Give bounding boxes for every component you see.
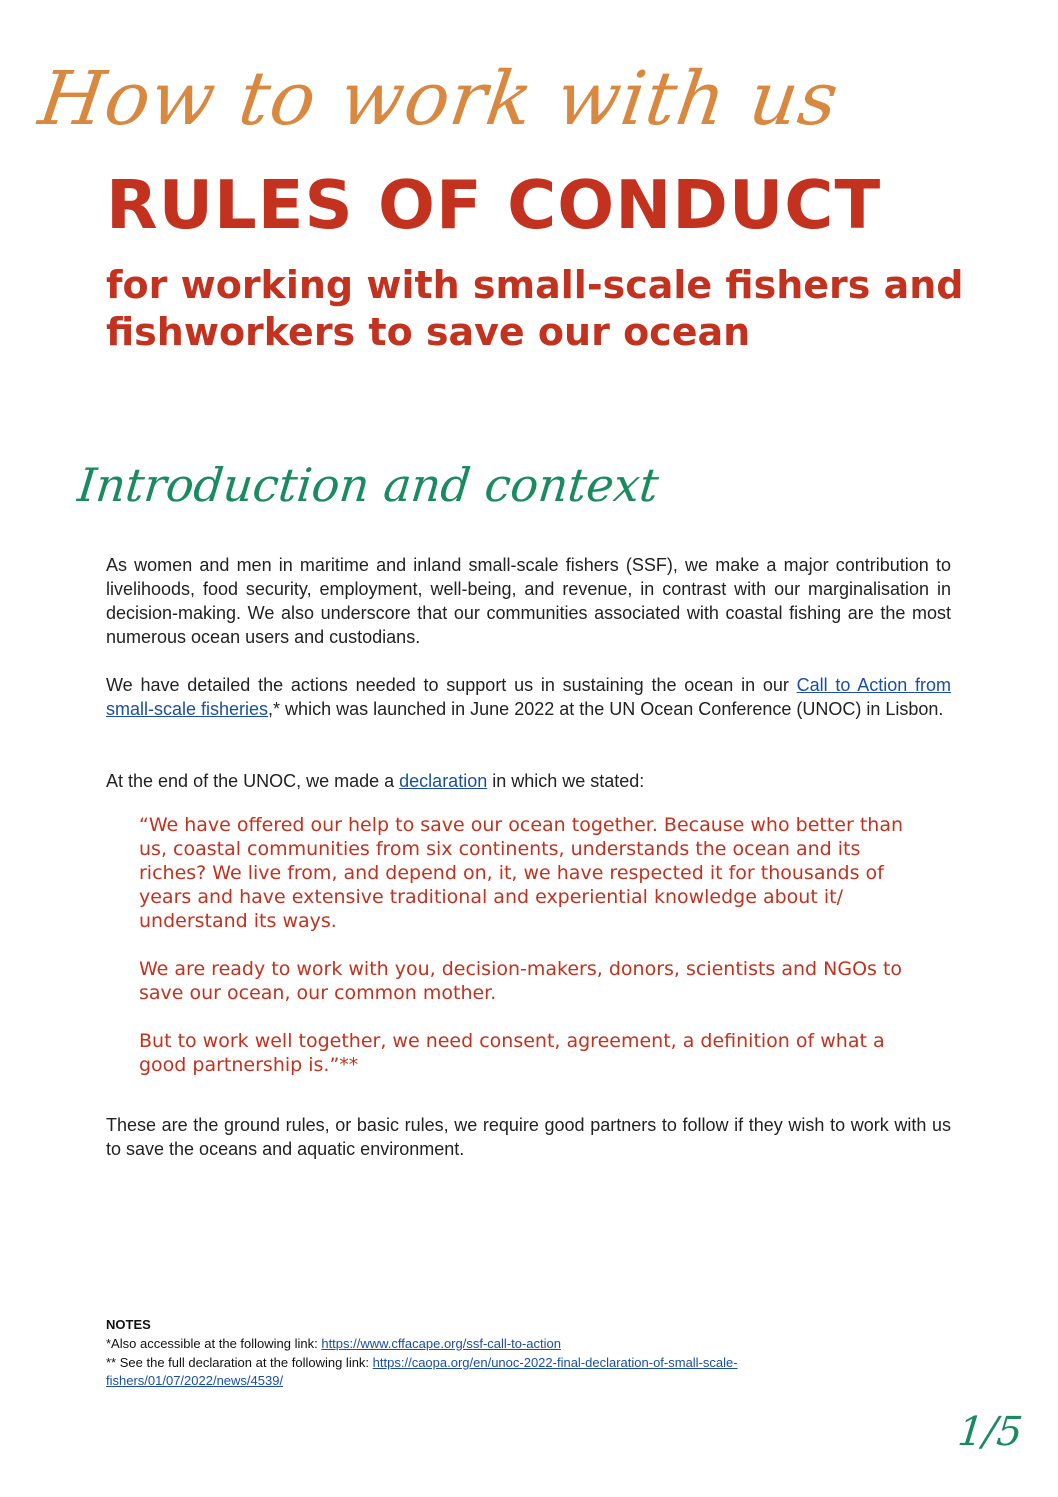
call-to-action-link[interactable]: Call to Action from small-scale fisheries	[106, 675, 952, 719]
script-title: How to work with us	[33, 56, 844, 142]
intro-paragraph-1: As women and men in maritime and inland small-scale fishers (SSF), we make a major contribution to livelihoods, food security, employment, well-being, and revenue, in contrast with our marginalisation in decision-making. We also underscore that our communities associated with coastal fishing are the most numerous ocean users and custodians.	[106, 555, 951, 647]
declaration-quote-1: “We have offered our help to save our ocean together. Because who better than us, coastal communities from six continents, understands the ocean and its riches? We live from, and depend on, it, we have respected it for thousands of years and have extensive traditional and experiential knowledge about it/ understand its ways.	[139, 814, 903, 932]
section-heading-introduction: Introduction and context	[75, 458, 662, 512]
note-1	[106, 1335, 866, 1353]
page-subtitle: for working with small-scale fishers and fishworkers to save our ocean	[106, 263, 964, 354]
declaration-quote-2: We are ready to work with you, decision-makers, donors, scientists and NGOs to save our ocean, our common mother.	[139, 958, 903, 1004]
declaration-link[interactable]: declaration	[399, 771, 488, 791]
intro-paragraph-3	[106, 769, 951, 793]
intro-paragraph-2-text-after: ,* which was launched in June 2022 at the UN Ocean Conference (UNOC) in Lisbon.	[268, 699, 944, 719]
note-2-link[interactable]: https://caopa.org/en/unoc-2022-final-declaration-of-small-scale-fishers/01/07/2022/news/4539/	[106, 1355, 738, 1388]
note-1-text: *Also accessible at the following link:	[106, 1336, 322, 1351]
note-2-text: ** See the full declaration at the following link:	[106, 1355, 373, 1370]
page-number: 1/5	[955, 1409, 1025, 1455]
declaration-quote-3: But to work well together, we need consent, agreement, a definition of what a good partnership is.”**	[139, 1030, 885, 1076]
page-title: RULES OF CONDUCT	[106, 166, 882, 244]
intro-paragraph-2	[106, 673, 951, 721]
note-2	[106, 1354, 866, 1390]
intro-paragraph-4: These are the ground rules, or basic rules, we require good partners to follow if they wish to work with us to save the oceans and aquatic environment.	[106, 1115, 951, 1159]
notes-heading: NOTES	[106, 1317, 151, 1332]
intro-paragraph-2-text-before: We have detailed the actions needed to support us in sustaining the ocean in our	[106, 675, 797, 695]
note-1-link[interactable]: https://www.cffacape.org/ssf-call-to-action	[321, 1336, 561, 1351]
intro-paragraph-3-text-before: At the end of the UNOC, we made a	[106, 771, 400, 791]
intro-paragraph-3-text-after: in which we stated:	[487, 771, 645, 791]
